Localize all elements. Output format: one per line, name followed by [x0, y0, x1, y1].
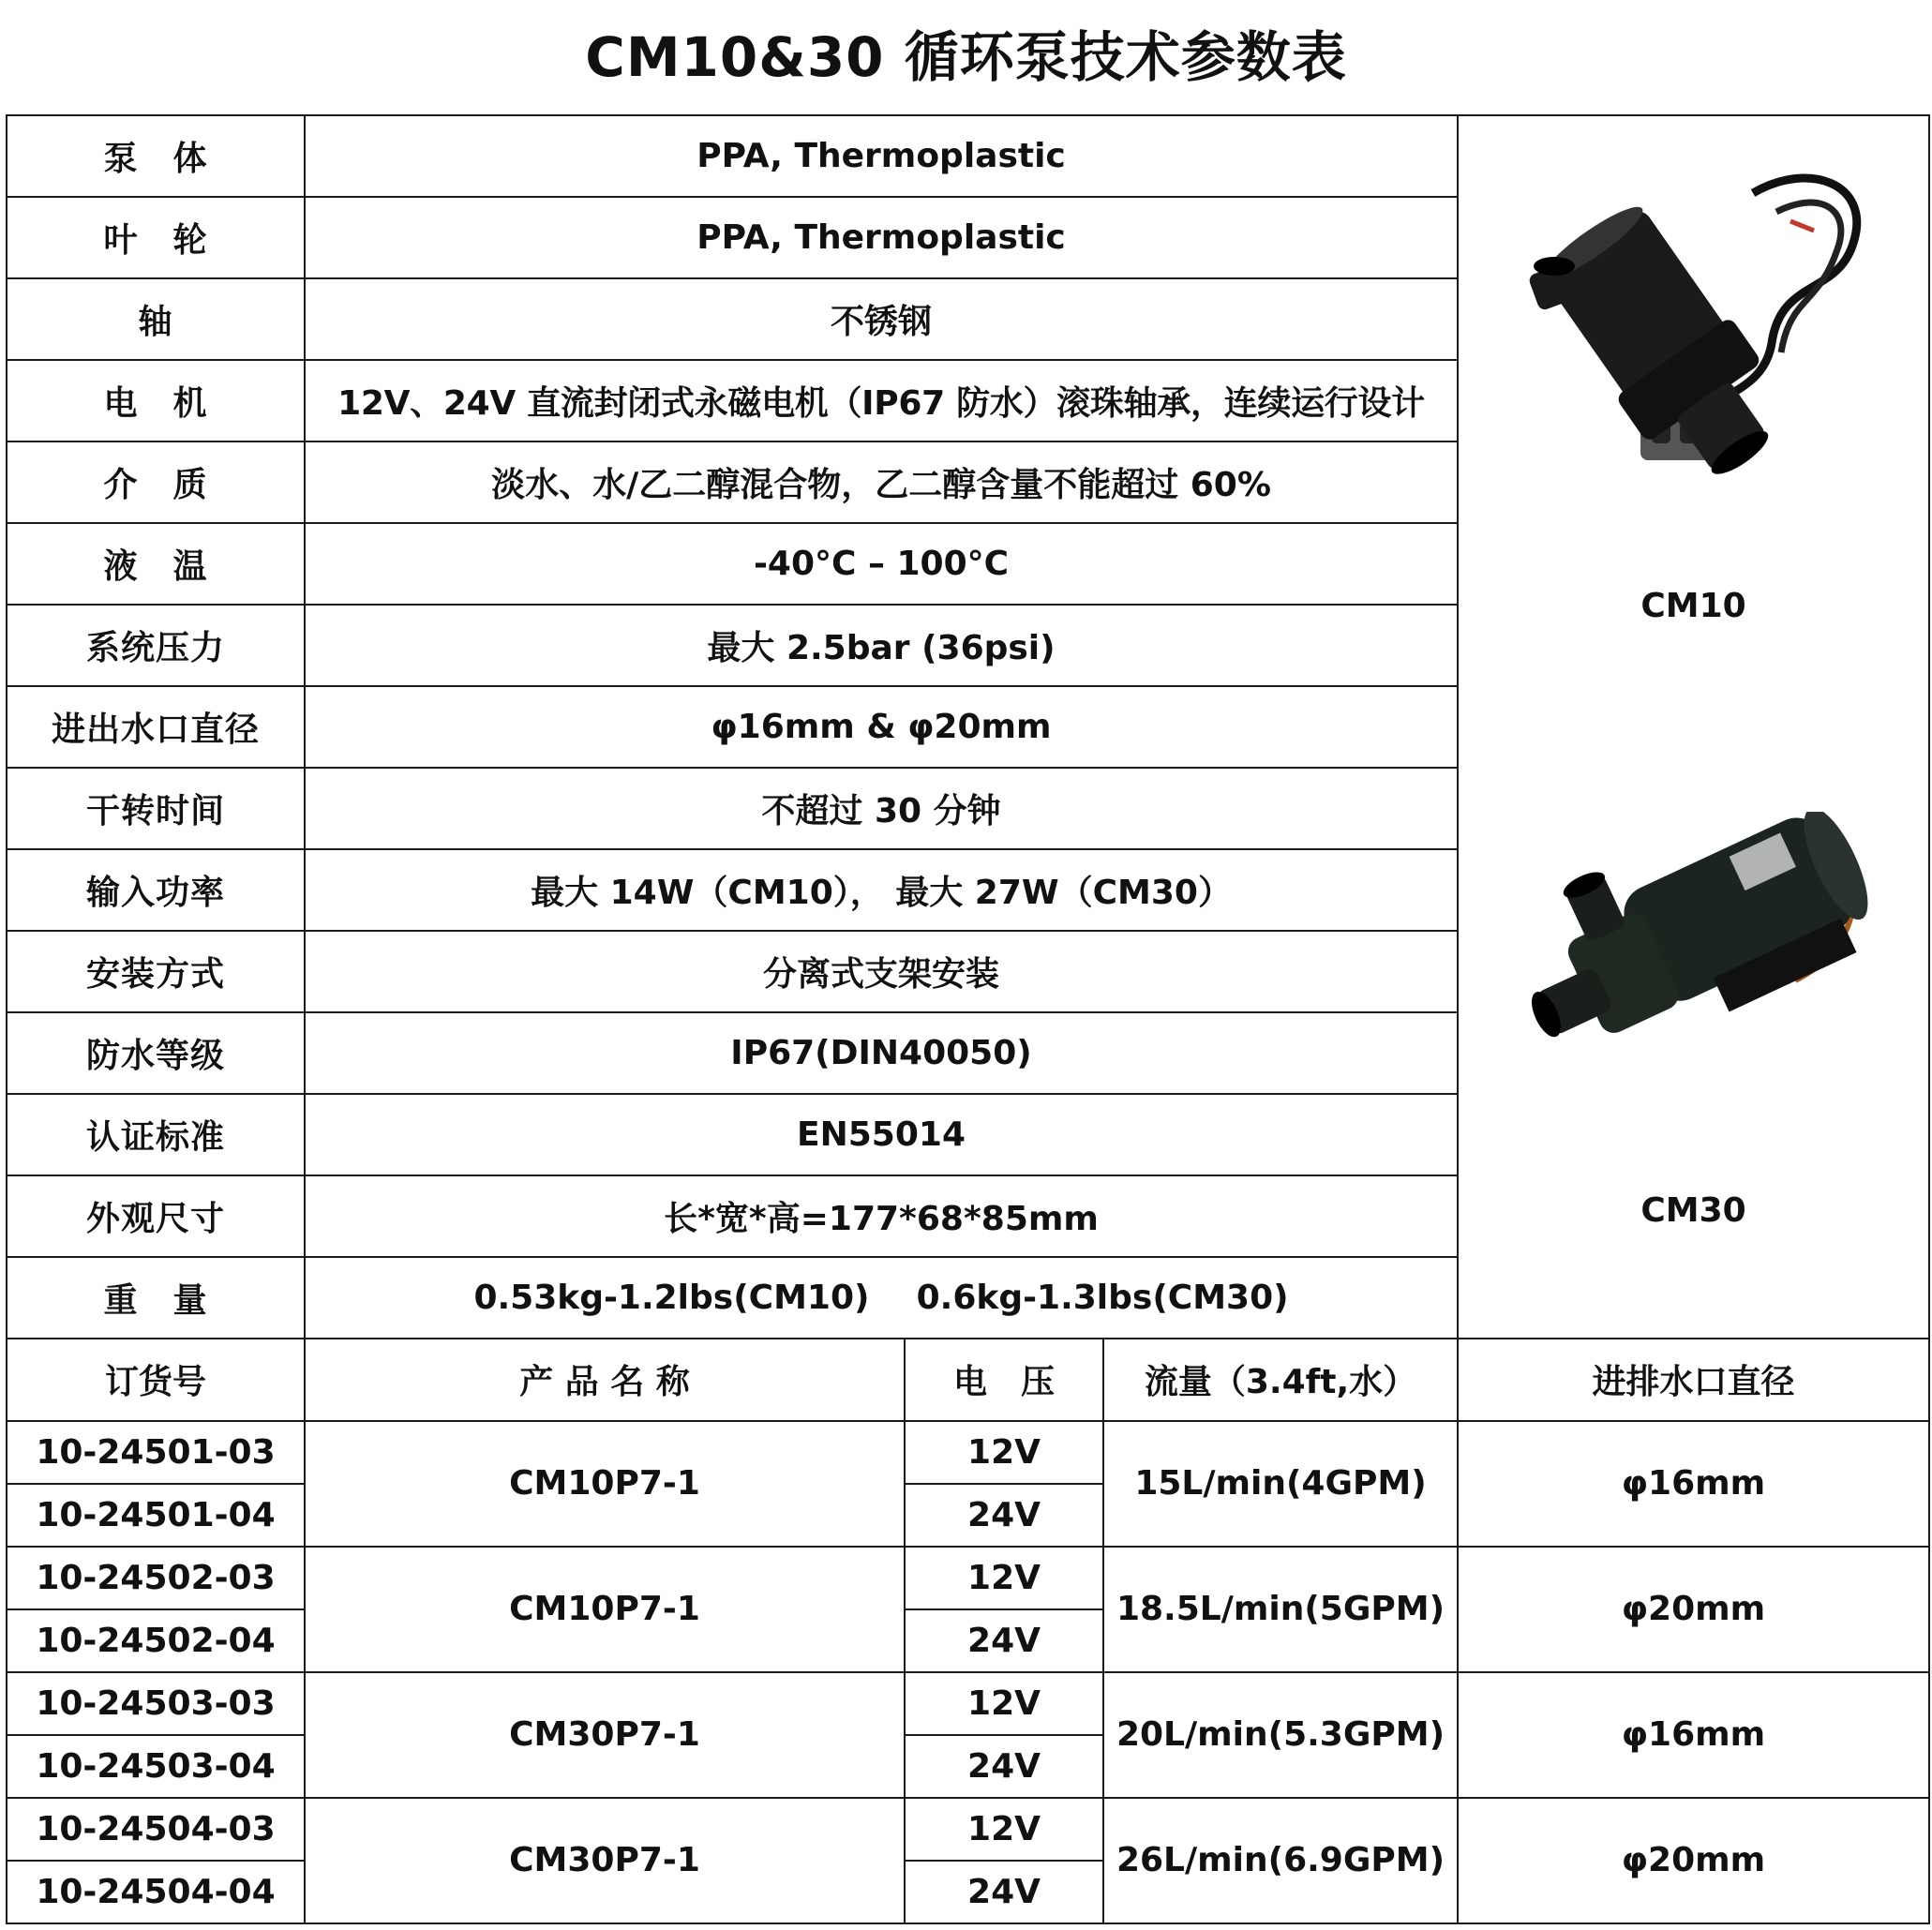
spec-table	[6, 114, 1930, 1924]
header-voltage: 电 压	[905, 1339, 1103, 1420]
port-diameter: φ20mm	[1458, 1547, 1929, 1672]
voltage: 24V	[905, 1609, 1103, 1672]
order-number: 10-24504-04	[7, 1861, 305, 1923]
order-row	[7, 1421, 1929, 1484]
spec-label: 干转时间	[7, 768, 305, 849]
voltage: 12V	[905, 1547, 1103, 1609]
cm30-pump-image	[1514, 812, 1908, 1093]
spec-label: 叶 轮	[7, 197, 305, 278]
spec-value: EN55014	[305, 1094, 1458, 1175]
spec-label: 泵 体	[7, 115, 305, 197]
voltage: 12V	[905, 1672, 1103, 1735]
spec-value: φ16mm & φ20mm	[305, 686, 1458, 768]
voltage: 12V	[905, 1798, 1103, 1861]
spec-value: 长*宽*高=177*68*85mm	[305, 1175, 1458, 1257]
spec-label: 认证标准	[7, 1094, 305, 1175]
product-images-cell	[1458, 115, 1929, 1339]
spec-value: IP67(DIN40050)	[305, 1012, 1458, 1094]
order-number: 10-24501-03	[7, 1421, 305, 1484]
header-product-name: 产 品 名 称	[305, 1339, 905, 1420]
header-diameter: 进排水口直径	[1458, 1339, 1929, 1420]
spec-row	[7, 115, 1929, 197]
order-header-row	[7, 1339, 1929, 1420]
spec-label: 防水等级	[7, 1012, 305, 1094]
page-title: CM10&30 循环泵技术参数表	[585, 25, 1347, 89]
spec-value: 不超过 30 分钟	[305, 768, 1458, 849]
order-number: 10-24501-04	[7, 1484, 305, 1547]
voltage: 24V	[905, 1735, 1103, 1798]
spec-label: 液 温	[7, 523, 305, 605]
order-number: 10-24502-04	[7, 1609, 305, 1672]
order-number: 10-24503-04	[7, 1735, 305, 1798]
spec-label: 介 质	[7, 441, 305, 523]
flow-rate: 26L/min(6.9GPM)	[1103, 1798, 1458, 1923]
header-order-no: 订货号	[7, 1339, 305, 1420]
voltage: 24V	[905, 1484, 1103, 1547]
spec-value: 最大 14W（CM10）， 最大 27W（CM30）	[305, 849, 1458, 931]
cm30-label: CM30	[1640, 1190, 1746, 1230]
spec-value: 最大 2.5bar (36psi)	[305, 605, 1458, 686]
spec-value: 淡水、水/乙二醇混合物，乙二醇含量不能超过 60%	[305, 441, 1458, 523]
port-diameter: φ16mm	[1458, 1421, 1929, 1547]
header-flow: 流量（3.4ft,水）	[1103, 1339, 1458, 1420]
flow-rate: 18.5L/min(5GPM)	[1103, 1547, 1458, 1672]
order-row	[7, 1547, 1929, 1609]
cm10-pump-image	[1500, 156, 1894, 512]
order-row	[7, 1798, 1929, 1861]
product-name: CM30P7-1	[305, 1672, 905, 1798]
spec-value: 分离式支架安装	[305, 931, 1458, 1012]
spec-value: PPA, Thermoplastic	[305, 115, 1458, 197]
order-number: 10-24504-03	[7, 1798, 305, 1861]
voltage: 24V	[905, 1861, 1103, 1923]
spec-label: 轴	[7, 278, 305, 360]
order-row	[7, 1672, 1929, 1735]
product-name: CM30P7-1	[305, 1798, 905, 1923]
spec-label: 外观尺寸	[7, 1175, 305, 1257]
spec-value: 12V、24V 直流封闭式永磁电机（IP67 防水）滚珠轴承，连续运行设计	[305, 360, 1458, 441]
port-diameter: φ20mm	[1458, 1798, 1929, 1923]
spec-value: 0.53kg-1.2lbs(CM10) 0.6kg-1.3lbs(CM30)	[305, 1257, 1458, 1339]
spec-value: 不锈钢	[305, 278, 1458, 360]
spec-label: 安装方式	[7, 931, 305, 1012]
voltage: 12V	[905, 1421, 1103, 1484]
flow-rate: 15L/min(4GPM)	[1103, 1421, 1458, 1547]
port-diameter: φ16mm	[1458, 1672, 1929, 1798]
spec-label: 电 机	[7, 360, 305, 441]
product-name: CM10P7-1	[305, 1421, 905, 1547]
order-number: 10-24503-03	[7, 1672, 305, 1735]
spec-label: 输入功率	[7, 849, 305, 931]
spec-value: -40°C – 100°C	[305, 523, 1458, 605]
order-number: 10-24502-03	[7, 1547, 305, 1609]
spec-value: PPA, Thermoplastic	[305, 197, 1458, 278]
spec-label: 系统压力	[7, 605, 305, 686]
spec-label: 进出水口直径	[7, 686, 305, 768]
product-name: CM10P7-1	[305, 1547, 905, 1672]
spec-label: 重 量	[7, 1257, 305, 1339]
cm10-label: CM10	[1640, 586, 1746, 625]
flow-rate: 20L/min(5.3GPM)	[1103, 1672, 1458, 1798]
